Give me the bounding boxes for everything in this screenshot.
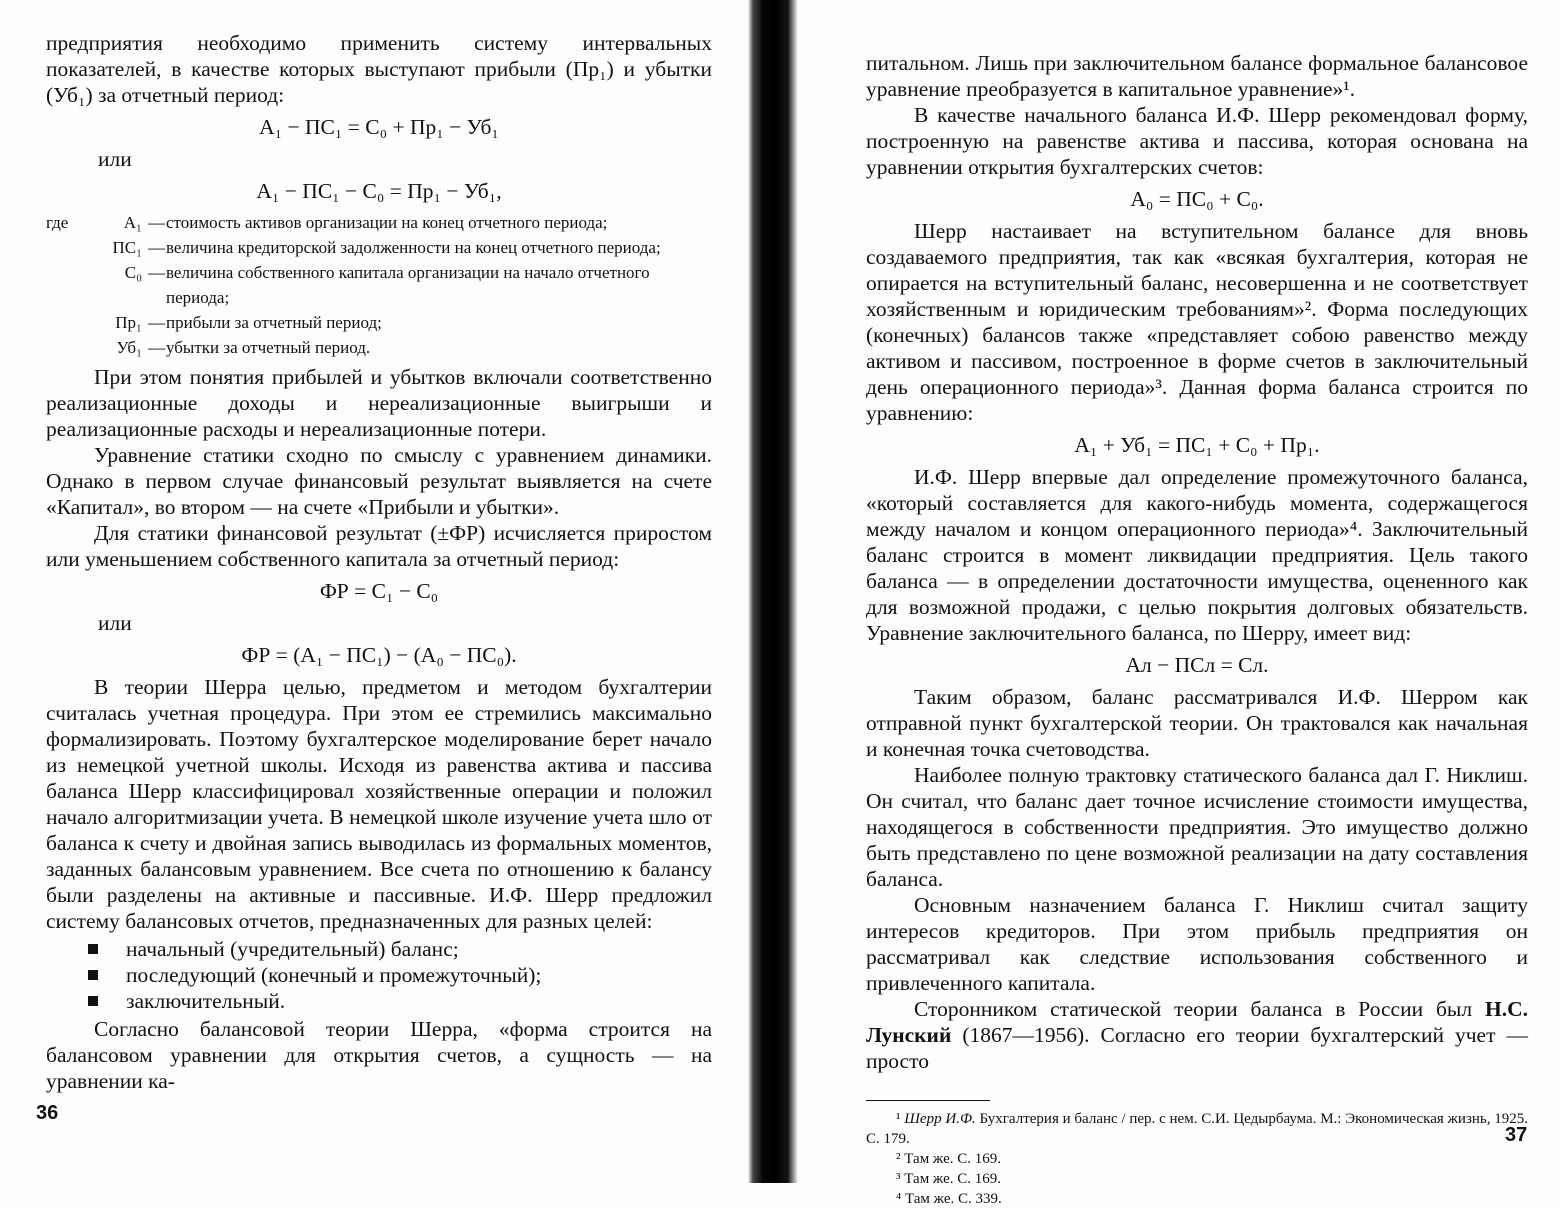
definition-row (46, 335, 712, 360)
formula: Ал − ПСл = Сл. (1125, 653, 1269, 677)
paragraph: И.Ф. Шерр впервые дал определение промежуточного баланса, «который составляется для какого-нибудь момента, содержащегося между началом и концом операционного периода»⁴. Заключительный баланс строится в момент ликвидации предприятия. Цель такого баланса — в определении достаточности имущества, оцененного как для возможной продажи, с целью покрытия долговых обязательств. Уравнение заключительного баланса, по Шерру, имеет вид: (866, 465, 1528, 645)
definition-symbol: Пр₁ (115, 313, 142, 332)
definition-text: стоимость активов организации на конец отчетного периода; (166, 213, 608, 232)
definition-symbol: А₁ (123, 213, 142, 232)
paragraph-text: Сторонником статической теории баланса в России был (914, 997, 1485, 1021)
definition-symbol: С₀ (124, 263, 142, 282)
definition-dash: — (148, 313, 165, 332)
list-item: начальный (учредительный) баланс; (86, 936, 712, 962)
definition-text: величина кредиторской задолженности на конец отчетного периода; (166, 238, 661, 257)
definition-dash: — (148, 213, 165, 232)
formula: А₁ − ПС₁ = С₀ + Пр₁ − Уб₁ (259, 115, 499, 139)
definition-dash: — (148, 238, 165, 257)
footnote-author: Шерр И.Ф. (904, 1111, 976, 1127)
paragraph: При этом понятия прибылей и убытков включали соответственно реализационные доходы и нереализационные выигрыши и реализационные расходы и нереализационные потери. (46, 365, 712, 441)
paragraph: Таким образом, баланс рассматривался И.Ф. Шерром как отправной пункт бухгалтерской теории. Он трактовался как начальная и конечная точка счетоводства. (866, 685, 1528, 761)
where-label: где (46, 213, 69, 232)
definition-text: убытки за отчетный период. (166, 338, 371, 357)
paragraph: Согласно балансовой теории Шерра, «форма строится на балансовом уравнении для открытия счетов, а сущность — на уравнении ка- (46, 1017, 712, 1093)
definition-symbol: ПС₁ (112, 238, 142, 257)
paragraph: Шерр настаивает на вступительном балансе для вновь создаваемого предприятия, так как «всякая бухгалтерия, которая не опирается на вступительный баланс, несовершенна и не соответствует хозяйственным и юридическим требованиям»². Форма последующих (конечных) балансов также «представляет собою равенство между активом и пассивом, построенное в форме счетов в заключительный день операционного периода»³. Данная форма баланса строится по уравнению: (866, 219, 1528, 425)
footnote-mark: ¹ (896, 1111, 905, 1127)
definition-row (46, 260, 712, 310)
footnote: ⁴ Там же. С. 339. (896, 1191, 1002, 1207)
formula: ФР = (А₁ − ПС₁) − (А₀ − ПС₀). (241, 643, 517, 667)
left-page (0, 0, 760, 1183)
formula: ФР = С₁ − С₀ (319, 579, 439, 603)
conjunction-text: или (98, 611, 132, 635)
bullet-list (46, 936, 712, 1014)
definition-row (46, 235, 712, 260)
paragraph: питальном. Лишь при заключительном балансе формальное балансовое уравнение преобразуется в капитальное уравнение»¹. (866, 51, 1528, 101)
paragraph: Уравнение статики сходно по смыслу с уравнением динамики. Однако в первом случае финансовый результат выявляется на счете «Капитал», во втором — на счете «Прибыли и убытки». (46, 443, 712, 519)
definition-symbol: Уб₁ (116, 338, 142, 357)
formula: А₁ − ПС₁ − С₀ = Пр₁ − Уб₁, (256, 179, 502, 203)
definition-text: величина собственного капитала организации на начало отчетного периода; (166, 263, 650, 307)
page-number: 36 (36, 1102, 59, 1124)
definition-row (46, 210, 712, 235)
page-number: 37 (1505, 1124, 1528, 1146)
footnote: ² Там же. С. 169. (896, 1151, 1002, 1167)
right-page (790, 0, 1560, 1207)
paragraph-text: (1867—1956). Согласно его теории бухгалтерский учет — просто (866, 1023, 1528, 1073)
footnotes (866, 1109, 1528, 1209)
paragraph: Основным назначением баланса Г. Никлиш считал защиту интересов кредиторов. При этом прибыль предприятия он рассматривал как следствие использования собственного и привлеченного капитала. (866, 893, 1528, 995)
paragraph: В теории Шерра целью, предметом и методом бухгалтерии считалась учетная процедура. При этом ее стремились максимально формализировать. Поэтому бухгалтерское моделирование берет начало из немецкой учетной школы. Исходя из равенства актива и пассива баланса Шерр классифицировал хозяйственные операции и положил начало алгоритмизации учета. В немецкой школе изучение учета шло от баланса к счету и двойная запись выводилась из формальных моментов, заданных балансовым уравнением. Все счета по отношению к балансу были разделены на активные и пассивные. И.Ф. Шерр предложил систему балансовых отчетов, предназначенных для разных целей: (46, 675, 712, 933)
definitions-list (46, 210, 712, 360)
footnote-divider (866, 1100, 990, 1101)
right-page-body (866, 50, 1528, 1209)
formula: А₁ + Уб₁ = ПС₁ + С₀ + Пр₁. (1074, 433, 1320, 457)
footnote-text: Бухгалтерия и баланс / пер. с нем. С.И. Цедырбаума. М.: Экономическая жизнь, 1925. С. 179. (866, 1111, 1529, 1147)
paragraph: В качестве начального баланса И.Ф. Шерр рекомендовал форму, построенную на равенстве актива и пассива, которая основана на уравнении открытия бухгалтерских счетов: (866, 103, 1528, 179)
footnote: ³ Там же. С. 169. (896, 1171, 1002, 1187)
definition-row (46, 310, 712, 335)
author-name: Н.С. Лунский (866, 997, 1528, 1047)
conjunction-text: или (98, 147, 132, 171)
paragraph: Для статики финансовой результат (±ФР) исчисляется приростом или уменьшением собственного капитала за отчетный период: (46, 521, 712, 571)
definition-dash: — (148, 338, 165, 357)
list-item: заключительный. (86, 988, 712, 1014)
paragraph: предприятия необходимо применить систему интервальных показателей, в качестве которых выступают прибыли (Пр₁) и убытки (Уб₁) за отчетный период: (46, 31, 712, 107)
definition-dash: — (148, 263, 165, 282)
footnote (866, 1109, 1528, 1149)
list-item: последующий (конечный и промежуточный); (86, 962, 712, 988)
paragraph: Наиболее полную трактовку статического баланса дал Г. Никлиш. Он считал, что баланс дает точное исчисление стоимости имущества, находящегося в собственности предприятия. Это имущество должно быть представлено по цене возможной реализации на дату составления баланса. (866, 763, 1528, 891)
definition-text: прибыли за отчетный период; (166, 313, 382, 332)
left-page-body (46, 30, 712, 1094)
formula: А₀ = ПС₀ + С₀. (1130, 187, 1264, 211)
paragraph (866, 996, 1528, 1074)
